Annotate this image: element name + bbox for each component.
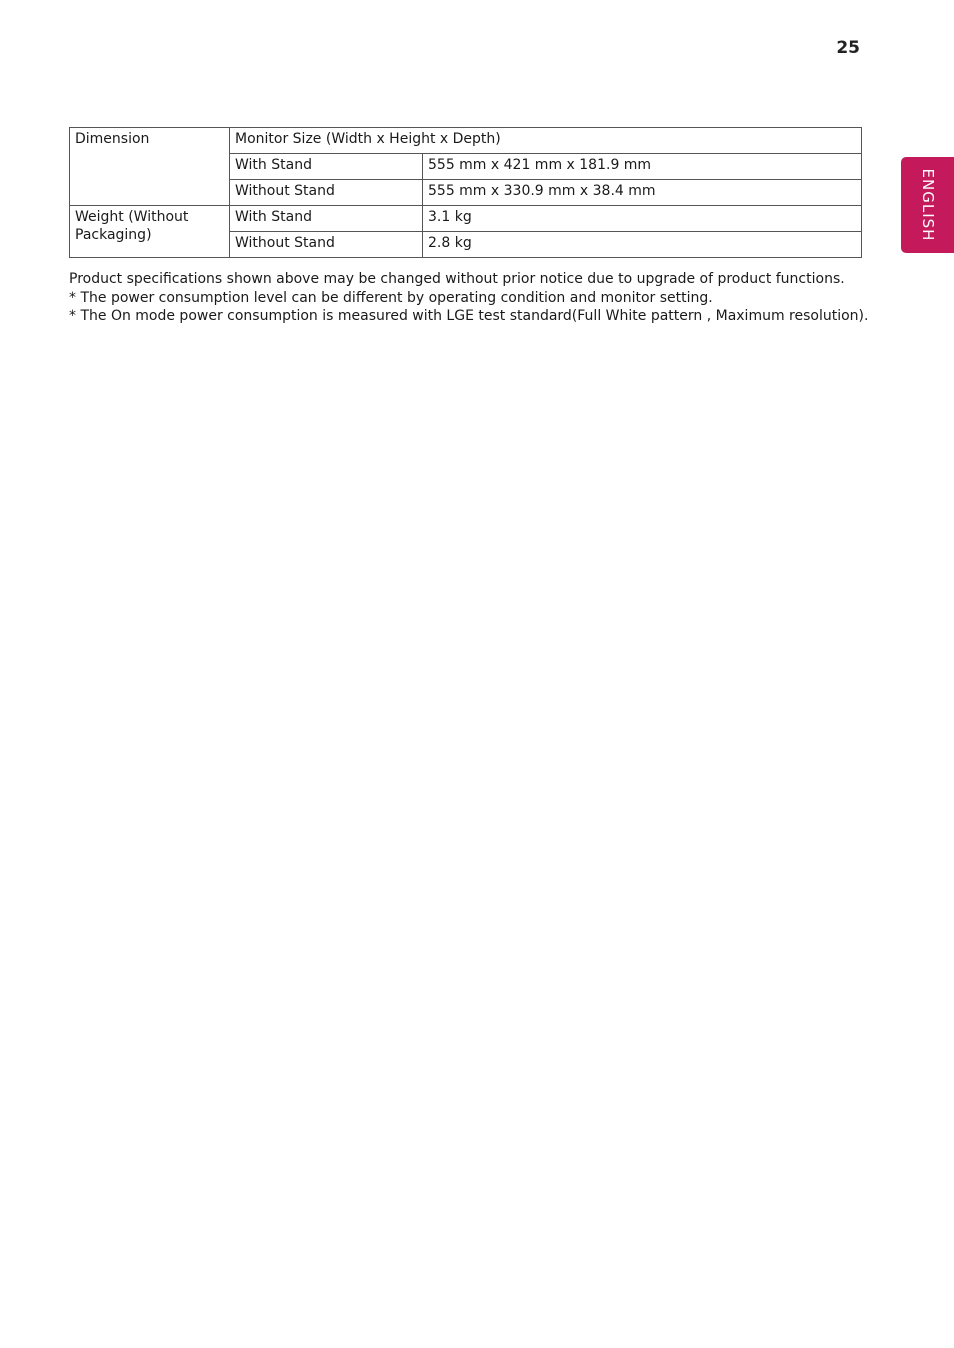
dim-without-stand-label: Without Stand	[230, 180, 423, 206]
language-tab	[901, 157, 954, 253]
spec-notes	[69, 270, 869, 326]
language-tab-label: ENGLISH	[918, 168, 937, 242]
dimension-label: Dimension	[70, 128, 230, 206]
wt-without-stand-label: Without Stand	[230, 232, 423, 258]
note-on-mode: * The On mode power consumption is measured with LGE test standard(Full White pattern , Maximum resolution).	[69, 308, 869, 324]
dim-with-stand-label: With Stand	[230, 154, 423, 180]
monitor-size-label: Monitor Size (Width x Height x Depth)	[230, 128, 862, 154]
note-disclaimer: Product specifications shown above may be changed without prior notice due to upgrade of product functions.	[69, 271, 845, 287]
dim-without-stand-value: 555 mm x 330.9 mm x 38.4 mm	[423, 180, 862, 206]
table-row	[70, 128, 862, 154]
weight-label: Weight (Without Packaging)	[70, 206, 230, 258]
dim-with-stand-value: 555 mm x 421 mm x 181.9 mm	[423, 154, 862, 180]
page-number: 25	[836, 38, 860, 58]
spec-table	[69, 127, 862, 258]
note-power-level: * The power consumption level can be different by operating condition and monitor setting.	[69, 289, 713, 306]
wt-with-stand-label: With Stand	[230, 206, 423, 232]
wt-with-stand-value: 3.1 kg	[423, 206, 862, 232]
wt-without-stand-value: 2.8 kg	[423, 232, 862, 258]
table-row	[70, 206, 862, 232]
